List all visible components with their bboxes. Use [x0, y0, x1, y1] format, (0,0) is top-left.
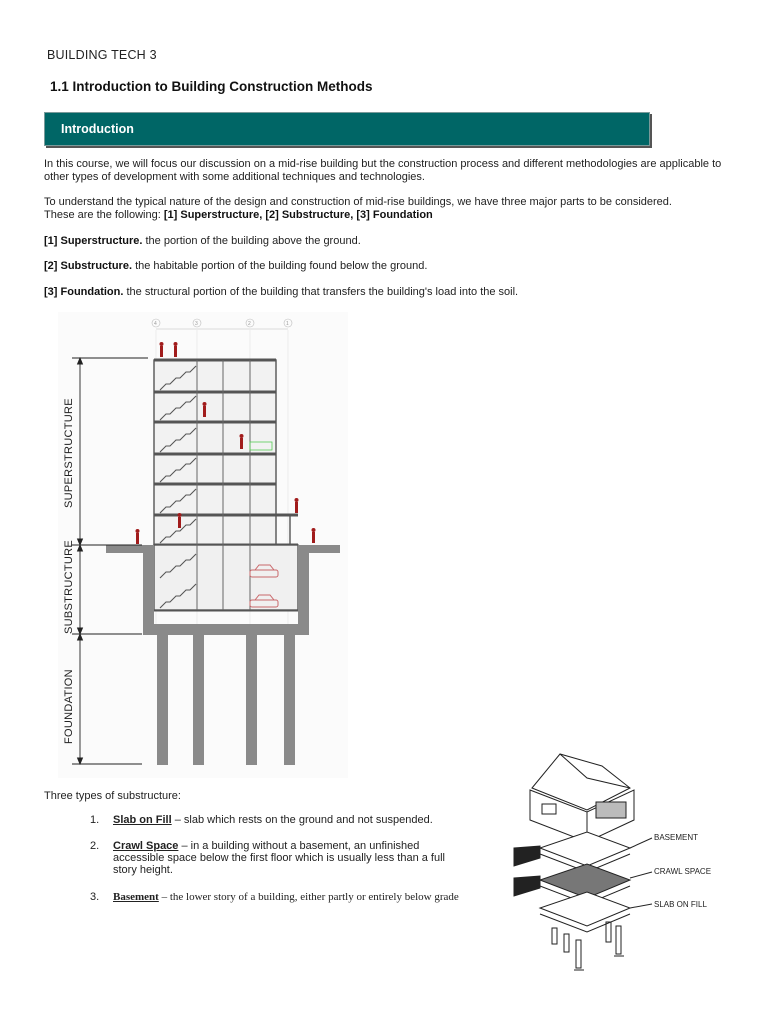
label-foundation: FOUNDATION — [63, 669, 75, 744]
label-substructure: SUBSTRUCTURE — [63, 539, 75, 634]
list-number: 1. — [90, 814, 100, 826]
definition-substructure — [44, 260, 724, 273]
label-crawl-space: CRAWL SPACE — [654, 867, 712, 876]
course-label: BUILDING TECH 3 — [47, 48, 157, 62]
label-slab-on-fill: SLAB ON FILL — [654, 900, 707, 909]
parts-list: [1] Superstructure, [2] Substructure, [3] Foundation — [163, 209, 433, 221]
list-term: Crawl Space — [113, 840, 179, 852]
section-banner-label: Introduction — [61, 122, 134, 136]
parts-line-2: These are the following: — [44, 209, 164, 221]
substructure-types-figure — [512, 748, 720, 980]
building-floors — [154, 360, 298, 610]
intro-paragraph: In this course, we will focus our discussion on a mid-rise building but the construction process and different methodologies are applicable to other types of development with some additional techniques and technologies. — [44, 158, 722, 183]
substructure-types-heading: Three types of substructure: — [44, 790, 181, 802]
list-text: – slab which rests on the ground and not suspended. — [171, 814, 433, 826]
grid-label: 1 — [286, 321, 289, 327]
list-number: 2. — [90, 840, 100, 852]
list-term: Slab on Fill — [113, 814, 172, 826]
definition-text: the portion of the building above the ground. — [142, 235, 361, 247]
definition-term: [3] Foundation. — [44, 286, 124, 298]
grid-label: 3 — [195, 321, 198, 327]
parts-paragraph — [44, 196, 724, 222]
building-section-figure — [58, 312, 348, 778]
grid-label: 4 — [154, 321, 157, 327]
section-banner — [44, 112, 650, 146]
definition-superstructure — [44, 235, 724, 248]
definition-text: the habitable portion of the building found below the ground. — [132, 260, 428, 272]
parts-line-1: To understand the typical nature of the design and construction of mid-rise buildings, we have three major parts to be considered. — [44, 196, 672, 208]
list-text: – the lower story of a building, either partly or entirely below grade — [158, 891, 459, 903]
definition-foundation — [44, 286, 724, 299]
definition-term: [1] Superstructure. — [44, 235, 143, 247]
label-superstructure: SUPERSTRUCTURE — [63, 398, 75, 508]
definition-term: [2] Substructure. — [44, 260, 133, 272]
label-basement: BASEMENT — [654, 833, 699, 842]
grid-label: 2 — [248, 321, 251, 327]
list-text: – in a building without a basement, an unfinished accessible space below the first floor which is usually less than a full story height. — [113, 840, 445, 876]
page-title: 1.1 Introduction to Building Construction Methods — [50, 79, 373, 94]
definition-text: the structural portion of the building that transfers the building's load into the soil. — [123, 286, 519, 298]
list-number: 3. — [90, 891, 100, 903]
list-term: Basement — [113, 891, 159, 903]
